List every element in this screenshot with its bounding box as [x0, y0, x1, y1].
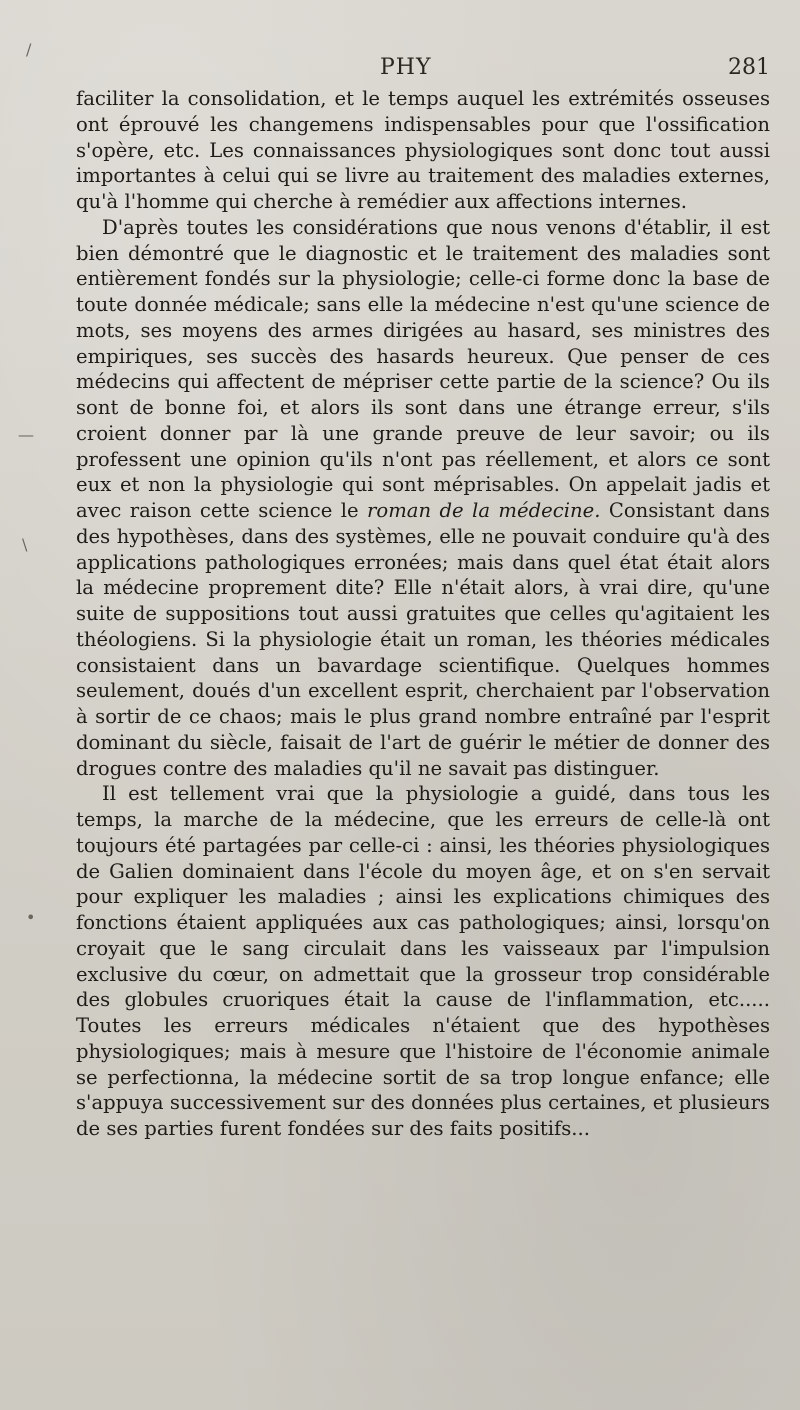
margin-mark: • [26, 908, 36, 927]
paragraph: Il est tellement vrai que la physiologie a guidé, dans tous les temps, la marche de la médecine, que les erreurs de celle-là ont toujours été partagées par celle-ci : ainsi, les théories physiologiques de Galien dominaient dans l'école du moyen âge, et on s'en servait pour expliquer les maladies ; ainsi les explications chimiques des fonctions étaient appliquées aux cas pathologiques; ainsi, lorsqu'on croyait que le sang circulait dans les vaisseaux par l'impulsion exclusive du cœur, on admettait que la grosseur trop considérable des globules cruoriques était la cause de l'inflammation, etc..... Toutes les erreurs médicales n'étaient que des hypothèses physiologiques; mais à mesure que l'histoire de l'économie animale se perfectionna, la médecine sortit de sa trop longue enfance; elle s'appuya successivement sur des données plus certaines, et plusieurs de ses parties furent fondées sur des faits positifs... [76, 782, 770, 1140]
margin-mark: — [18, 425, 34, 444]
paragraph-text: Consistant dans des hypothèses, dans des systèmes, elle ne pouvait conduire qu'à des applications pathologiques erronées; mais dans quel état était alors la médecine proprement dite? Elle n'était alors, à vrai dire, qu'une suite de suppositions tout aussi gratuites que celles qu'agitaient les théologiens. Si la physiologie était un roman, les théories médicales consistaient dans un bavardage scientifique. Quelques hommes seulement, doués d'un excellent esprit, cherchaient par l'observation à sortir de ce chaos; mais le plus grand nombre entraîné par l'esprit dominant du siècle, faisait de l'art de guérir le métier de donner des drogues contre des maladies qu'il ne savait pas distinguer. [76, 499, 770, 780]
body-text [76, 86, 770, 1142]
italic-phrase: roman de la médecine. [367, 499, 601, 522]
margin-mark: \ [22, 535, 28, 554]
page-number: 281 [728, 55, 770, 80]
running-head: PHY [380, 55, 432, 80]
paragraph [76, 215, 770, 782]
paragraph: faciliter la consolidation, et le temps auquel les extrémités osseuses ont éprouvé les changemens indispensables pour que l'ossification s'opère, etc. Les connaissances physiologiques sont donc tout aussi importantes à celui qui se livre au traitement des maladies externes, qu'à l'homme qui cherche à remédier aux affections internes. [76, 87, 770, 213]
paragraph-text: D'après toutes les considérations que nous venons d'établir, il est bien démontré que le diagnostic et le traitement des maladies sont entièrement fondés sur la physiologie; celle-ci forme donc la base de toute donnée médicale; sans elle la médecine n'est qu'une science de mots, ses moyens des armes dirigées au hasard, ses ministres des empiriques, ses succès des hasards heureux. Que penser de ces médecins qui affectent de mépriser cette partie de la science? Ou ils sont de bonne foi, et alors ils sont dans une étrange erreur, s'ils croient donner par là une grande preuve de leur savoir; ou ils professent une opinion qu'ils n'ont pas réellement, et alors ce sont eux et non la physiologie qui sont méprisables. On appelait jadis et avec raison cette science le [76, 215, 770, 522]
margin-mark: / [26, 40, 32, 59]
page-header [0, 55, 800, 85]
